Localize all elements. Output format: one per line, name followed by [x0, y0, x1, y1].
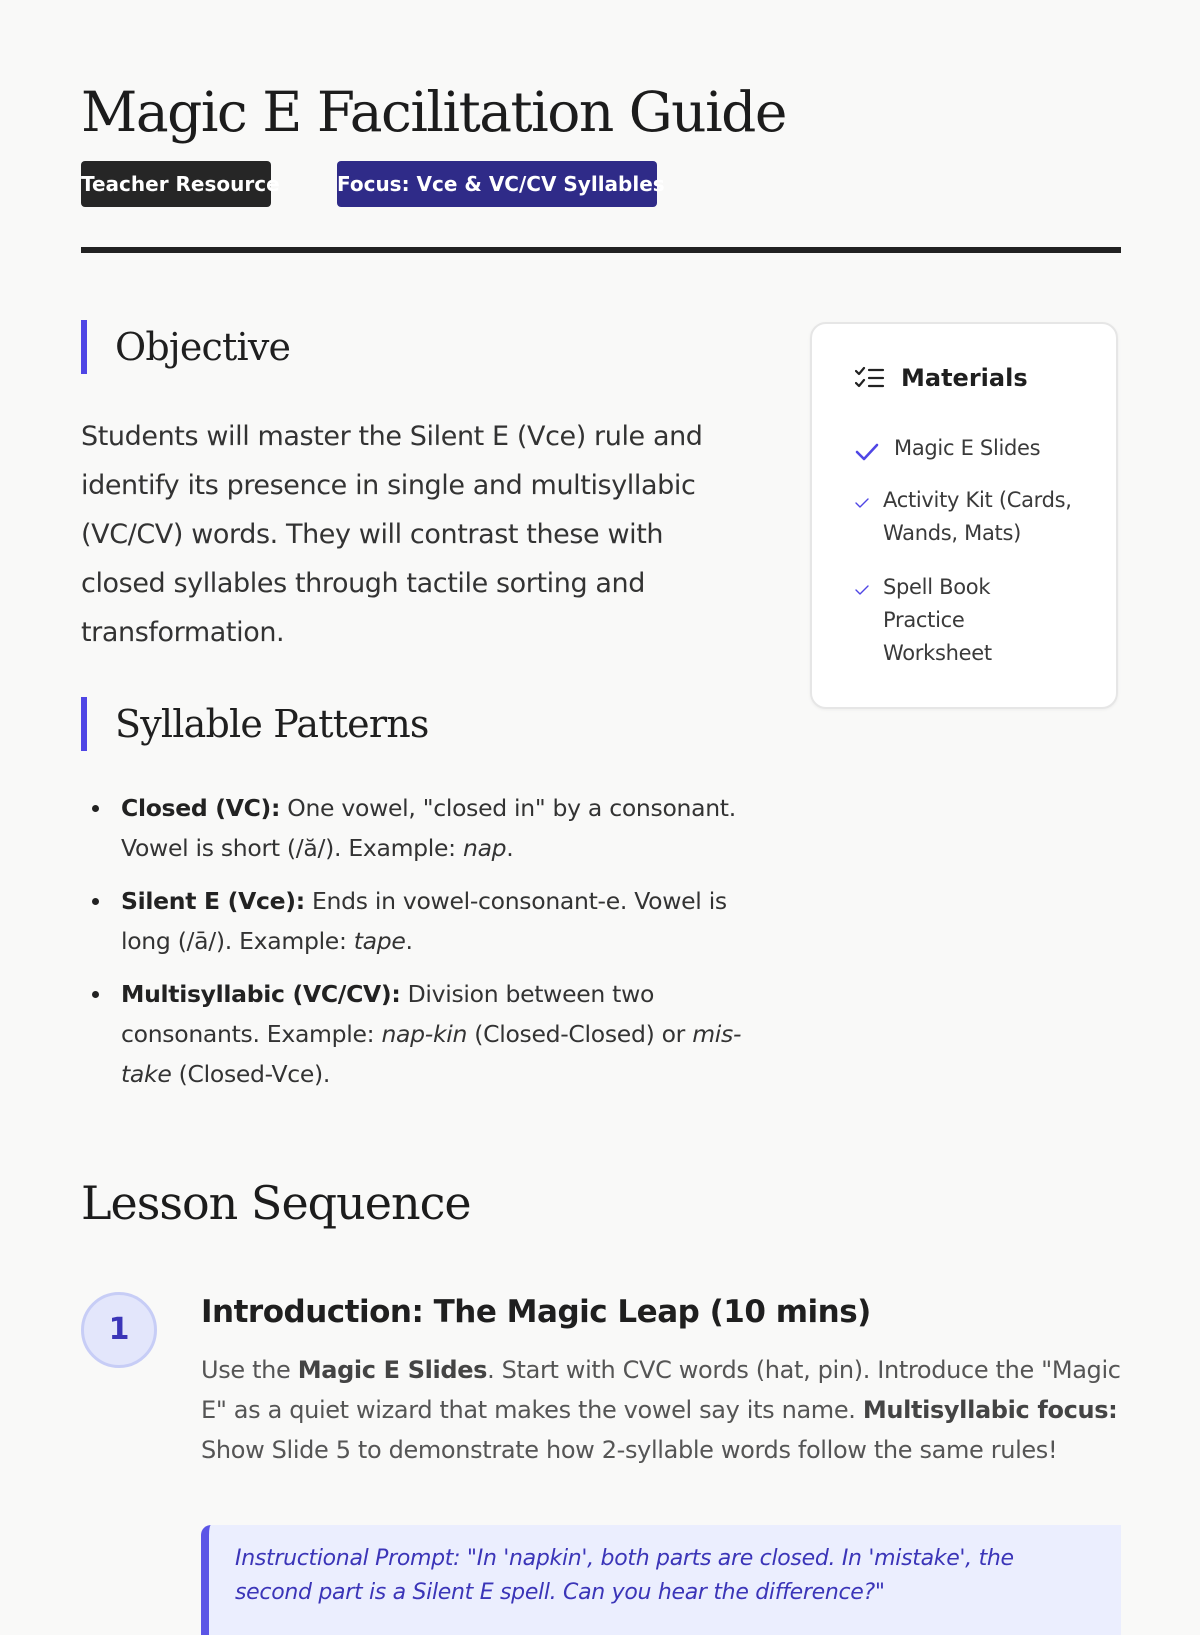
pattern-text: One vowel, "closed in" by a consonant. Vowel is short (/ă/). Example:	[121, 794, 736, 862]
patterns-heading: Syllable Patterns	[115, 702, 429, 746]
focus-badge: Focus: Vce & VC/CV Syllables	[337, 161, 657, 207]
step-number-badge: 1	[81, 1292, 157, 1368]
bullet	[92, 991, 99, 998]
pattern-middle: (Closed-Closed) or	[467, 1020, 693, 1048]
step-description	[201, 1350, 1123, 1470]
pattern-example: tape	[353, 927, 406, 955]
check-icon	[855, 442, 879, 462]
objective-text: Students will master the Silent E (Vce) rule and identify its presence in single and multisyllabic (VC/CV) words. They will contrast these with closed syllables through tactile sorting and transformation.	[81, 421, 703, 648]
materials-card	[810, 322, 1118, 709]
pattern-term: Multisyllabic (VC/CV):	[121, 980, 401, 1008]
materials-item-label: Activity Kit (Cards, Wands, Mats)	[883, 488, 1072, 545]
list-item	[81, 974, 761, 1094]
pattern-term: Silent E (Vce):	[121, 887, 305, 915]
section-accent-bar	[81, 320, 87, 374]
pattern-tail: .	[405, 927, 413, 955]
pattern-tail: (Closed-Vce).	[171, 1060, 331, 1088]
pattern-example-2: mis-take	[121, 1020, 742, 1088]
bullet	[92, 898, 99, 905]
list-item	[81, 788, 761, 868]
materials-item-label: Magic E Slides	[894, 436, 1041, 460]
check-icon	[855, 497, 869, 509]
step-highlight: Magic E Slides	[297, 1356, 488, 1384]
instructional-prompt-callout: Instructional Prompt: "In 'napkin', both parts are closed. In 'mistake', the second part is a Silent E spell. Can you hear the difference?"	[201, 1525, 1121, 1635]
list-item	[81, 881, 761, 961]
checklist-icon	[855, 366, 885, 392]
step-title: Introduction: The Magic Leap (10 mins)	[201, 1294, 871, 1330]
pattern-term: Closed (VC):	[121, 794, 281, 822]
materials-heading: Materials	[901, 364, 1028, 392]
header-divider	[81, 247, 1121, 253]
step-highlight: Multisyllabic focus:	[862, 1396, 1118, 1424]
objective-heading: Objective	[115, 325, 291, 369]
pattern-tail: .	[506, 834, 514, 862]
bullet	[92, 805, 99, 812]
step-text: Show Slide 5 to demonstrate how 2-syllable words follow the same rules!	[201, 1436, 1058, 1464]
teacher-resource-badge: Teacher Resource	[81, 161, 271, 207]
step-text: . Start with CVC words (hat, pin). Introduce the "Magic E" as a quiet wizard that makes the vowel say its name.	[201, 1356, 1121, 1424]
pattern-example: nap-kin	[381, 1020, 468, 1048]
step-text: Use the	[201, 1356, 298, 1384]
section-accent-bar	[81, 697, 87, 751]
page-title: Magic E Facilitation Guide	[81, 80, 786, 144]
syllable-patterns-list	[81, 788, 761, 1107]
pattern-text: Division between two consonants. Example:	[121, 980, 655, 1048]
materials-item-label: Spell Book Practice Worksheet	[883, 575, 992, 665]
pattern-example: nap	[462, 834, 507, 862]
lesson-sequence-heading: Lesson Sequence	[81, 1176, 471, 1230]
check-icon	[855, 584, 869, 596]
pattern-text: Ends in vowel-consonant-e. Vowel is long (/ā/). Example:	[121, 887, 727, 955]
